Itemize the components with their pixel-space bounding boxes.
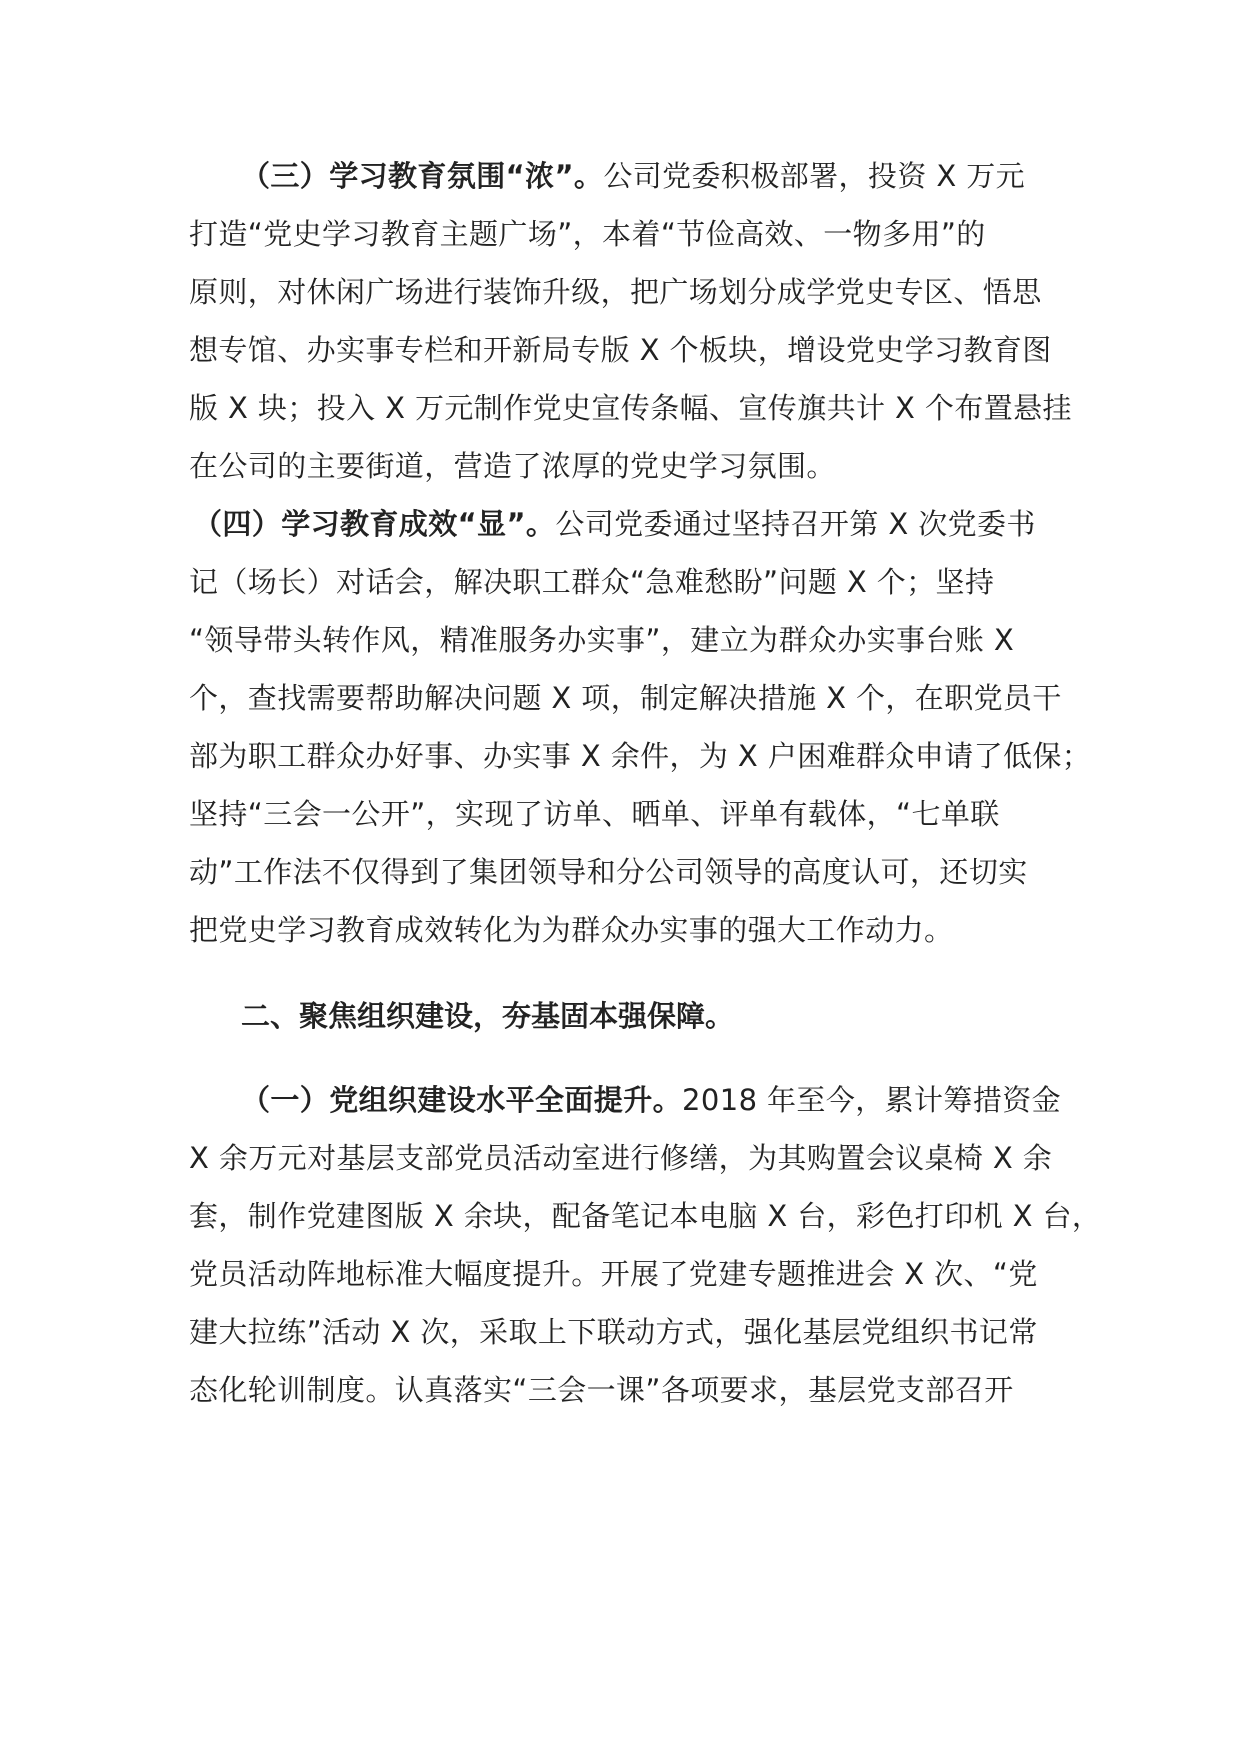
section1-line: 套，制作党建图版 X 余块，配备笔记本电脑 X 台，彩色打印机 X 台， (189, 1199, 1102, 1233)
section4-line: 部为职工群众办好事、办实事 X 余件，为 X 户困难群众申请了低保； (189, 739, 1092, 773)
section3-line: 公司党委积极部署，投资 X 万元 (603, 159, 1026, 193)
section3-line: 版 X 块；投入 X 万元制作党史宣传条幅、宣传旗共计 X 个布置悬挂 (189, 391, 1072, 425)
section3-line: 想专馆、办实事专栏和开新局专版 X 个板块，增设党史学习教育图 (189, 333, 1052, 367)
section4-line: 动”工作法不仅得到了集团领导和分公司领导的高度认可，还切实 (189, 855, 1028, 889)
section4-line: 公司党委通过坚持召开第 X 次党委书 (555, 507, 1036, 541)
section1-line: 党员活动阵地标准大幅度提升。开展了党建专题推进会 X 次、“党 (189, 1257, 1038, 1291)
section4-line: 记（场长）对话会，解决职工群众“急难愁盼”问题 X 个；坚持 (189, 565, 995, 599)
section1-first-line (241, 1080, 1061, 1120)
section4-line: 个，查找需要帮助解决问题 X 项，制定解决措施 X 个，在职党员干 (189, 681, 1062, 715)
section4-heading: （四）学习教育成效“显”。 (193, 507, 556, 541)
section4-line: “领导带头转作风，精准服务办实事”，建立为群众办实事台账 X (189, 623, 1015, 657)
section3-heading: （三）学习教育氛围“浓”。 (241, 159, 604, 193)
section1-line: X 余万元对基层支部党员活动室进行修缮，为其购置会议桌椅 X 余 (189, 1141, 1053, 1175)
section4-first-line (193, 504, 1036, 544)
section3-line: 在公司的主要街道，营造了浓厚的党史学习氛围。 (189, 449, 836, 483)
section1-line: 2018 年至今，累计筹措资金 (682, 1083, 1062, 1117)
section4-line: 坚持“三会一公开”，实现了访单、晒单、评单有载体，“七单联 (189, 797, 1000, 831)
section1-line: 建大拉练”活动 X 次，采取上下联动方式，强化基层党组织书记常 (189, 1315, 1038, 1349)
section3-first-line (241, 156, 1025, 196)
section4-line: 把党史学习教育成效转化为为群众办实事的强大工作动力。 (189, 913, 954, 947)
part2-heading: 二、聚焦组织建设，夯基固本强保障。 (241, 999, 735, 1033)
section3-line: 原则，对休闲广场进行装饰升级，把广场划分成学党史专区、悟思 (189, 275, 1042, 309)
section1-heading: （一）党组织建设水平全面提升。 (241, 1083, 683, 1117)
section1-line: 态化轮训制度。认真落实“三会一课”各项要求，基层党支部召开 (189, 1373, 1014, 1407)
section3-line: 打造“党史学习教育主题广场”，本着“节俭高效、一物多用”的 (189, 217, 986, 251)
